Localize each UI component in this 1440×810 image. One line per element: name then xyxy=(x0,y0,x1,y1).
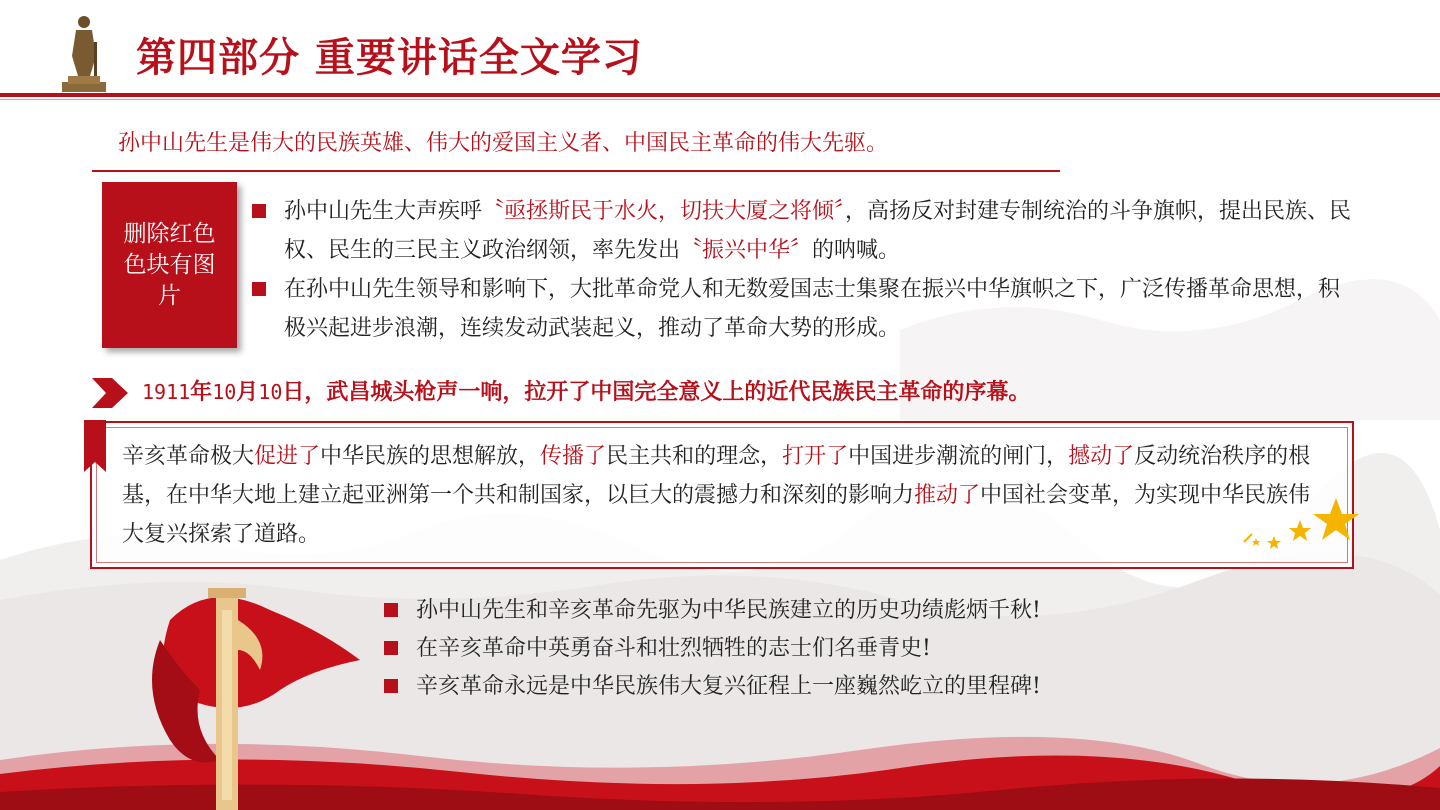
quote-emphasis: 传播了 xyxy=(540,444,607,469)
square-bullet-icon xyxy=(384,679,398,693)
bullet-text: 在孙中山先生领导和影响下，大批革命党人和无数爱国志士集聚在振兴中华旗帜之下，广泛传播革命思想，积极兴起进步浪潮，连续发动武装起义，推动了革命大势的形成。 xyxy=(284,277,1341,341)
quote-part: 中国社会变革，为实现中华民族伟大复兴探索了道路。 xyxy=(122,483,1311,547)
intro-statement: 孙中山先生是伟大的民族英雄、伟大的爱国主义者、中国民主革命的伟大先驱。 xyxy=(118,131,889,156)
intro-underline xyxy=(92,170,1060,172)
date-month: 10 xyxy=(212,380,237,404)
square-bullet-icon xyxy=(252,204,266,218)
bullet-emphasis: 〝振兴中华〞 xyxy=(680,238,813,263)
quote-part: 民主共和的理念， xyxy=(606,444,783,469)
square-bullet-icon xyxy=(252,282,266,296)
quote-emphasis: 撼动了 xyxy=(1068,444,1135,469)
date-month-unit: 月 xyxy=(236,379,259,405)
bookmark-tab-icon xyxy=(84,420,106,472)
quote-emphasis: 促进了 xyxy=(254,444,321,469)
square-bullet-icon xyxy=(384,641,398,655)
date-day: 10 xyxy=(258,380,283,404)
list-item xyxy=(384,630,1041,668)
date-year: 1911 xyxy=(142,380,191,404)
chevron-right-icon xyxy=(92,378,128,408)
list-item xyxy=(384,592,1041,630)
header-divider-thin xyxy=(0,99,1440,100)
quote-emphasis: 打开了 xyxy=(782,444,849,469)
quote-box xyxy=(90,421,1354,569)
bullet-text: 孙中山先生和辛亥革命先驱为中华民族建立的历史功绩彪炳千秋! xyxy=(416,598,1041,623)
quote-part: 辛亥革命极大 xyxy=(122,444,255,469)
bullet-text: ，高扬反对封建专制统治的斗争旗帜，提出民族、民权、民生的三民主义政治纲领，率先发出 xyxy=(284,199,1352,263)
bottom-bullet-list xyxy=(384,592,1041,706)
bullet-text: 的呐喊。 xyxy=(812,238,901,263)
bullet-text: 孙中山先生大声疾呼 xyxy=(284,199,483,224)
quote-part: 中国进步潮流的闸门， xyxy=(848,444,1069,469)
red-flag-huabiao-icon xyxy=(130,580,370,810)
quote-text xyxy=(122,437,1322,554)
stars-decoration-icon xyxy=(1240,494,1364,554)
quote-emphasis: 推动了 xyxy=(914,483,981,508)
image-placeholder-label: 删除红色色块有图片 xyxy=(123,220,216,309)
list-item xyxy=(384,668,1041,706)
page-title: 第四部分 重要讲话全文学习 xyxy=(136,34,643,81)
list-item xyxy=(252,192,1352,270)
bullet-text: 在辛亥革命中英勇奋斗和壮烈牺牲的志士们名垂青史! xyxy=(416,636,931,661)
image-placeholder-block[interactable] xyxy=(102,182,237,348)
statue-icon xyxy=(52,12,116,94)
header-divider xyxy=(0,93,1440,97)
quote-part: 中华民族的思想解放， xyxy=(320,444,541,469)
quote-part: 反动统治秩序的根基，在中华大地上建立起亚洲第一个共和制国家，以巨大的震撼力和深刻的影响力 xyxy=(122,444,1311,508)
date-line-text xyxy=(142,376,1030,409)
bullet-text: 辛亥革命永远是中华民族伟大复兴征程上一座巍然屹立的里程碑! xyxy=(416,674,1041,699)
square-bullet-icon xyxy=(384,603,398,617)
date-line-rest: 日，武昌城头枪声一响，拉开了中国完全意义上的近代民族民主革命的序幕。 xyxy=(282,379,1031,405)
bullet-emphasis: 〝亟拯斯民于水火，切扶大厦之将倾〞 xyxy=(482,199,846,224)
top-bullet-list xyxy=(252,192,1352,348)
date-year-unit: 年 xyxy=(190,379,213,405)
list-item xyxy=(252,270,1352,348)
